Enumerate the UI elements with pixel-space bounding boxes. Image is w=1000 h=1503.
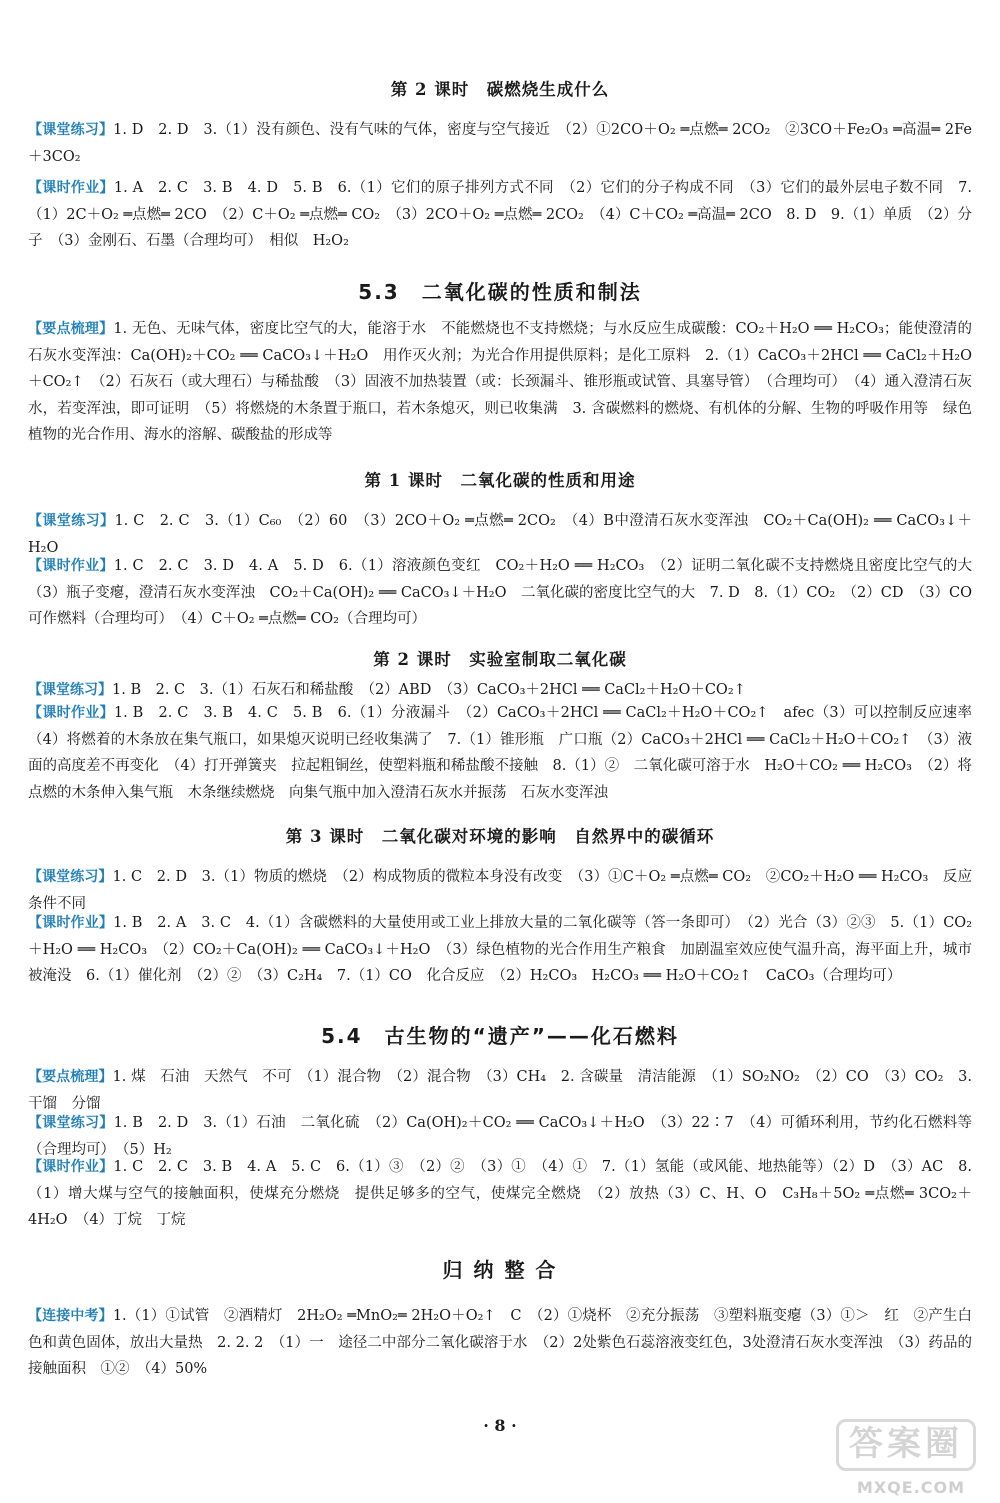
section-tag: 【连接中考】 (28, 1308, 113, 1324)
section-tag: 【课时作业】 (28, 1159, 114, 1175)
section-tag: 【课堂练习】 (28, 513, 115, 529)
answer-text: 1. C 2. C 3.（1）C₆₀ （2）60 （3）2CO＋O₂ ═点燃═ 2CO₂ （4）B中澄清石灰水变浑浊 CO₂＋Ca(OH)₂ ══ CaCO₃↓＋H₂O (28, 513, 973, 556)
answer-text: 1.（1）①试管 ②酒精灯 2H₂O₂ ═MnO₂═ 2H₂O＋O₂↑ C （2）①烧杯 ②充分振荡 ③塑料瓶变瘪（3）①＞ 红 ②产生白色和黄色固体，放出大量热 2. 2. 2 （1）一 途径二中部分二氧化碳溶于水 （2）2处紫色石蕊溶液变红色，3处澄清石灰水变浑浊 （3）药品的接触面积 ①② （4）50% (28, 1308, 973, 1378)
answer-block (28, 316, 972, 449)
section-tag: 【要点梳理】 (28, 1069, 113, 1085)
lesson-title: 第 2 课时 实验室制取二氧化碳 (373, 650, 627, 669)
answer-block (28, 700, 987, 806)
answer-block (28, 175, 972, 255)
answer-text: 1. C 2. C 3. D 4. A 5. D 6.（1）溶液颜色变红 CO₂＋H₂O ══ H₂CO₃ （2）证明二氧化碳不支持燃烧且密度比空气的大 （3）瓶子变瘪，澄清石灰水变浑浊 CO₂＋Ca(OH)₂ ══ CaCO₃↓＋H₂O 二氧化碳的密度比空气的大 7. D 8.（1）CO₂ （2）CD （3）CO可作燃料（合理均可） （4）C＋O₂ ═点燃═ CO₂（合理均可） (28, 558, 987, 628)
answer-paragraph (28, 1154, 972, 1234)
answer-text: 1. A 2. C 3. B 4. D 5. B 6.（1）它们的原子排列方式不同 （2）它们的分子构成不同 （3）它们的最外层电子数不同 7.（1）2C＋O₂ ═点燃═ 2CO （2）C＋O₂ ═点燃═ CO₂ （3）2CO＋O₂ ═点燃═ 2CO₂ （4）C＋CO₂ ═高温═ 2CO 8. D 9.（1）单质 （2）分子 （3）金刚石、石墨（合理均可） 相似 H₂O₂ (28, 180, 973, 250)
answer-paragraph (28, 117, 972, 170)
lesson-title: 第 2 课时 碳燃烧生成什么 (390, 80, 610, 99)
section-tag: 【课时作业】 (28, 915, 114, 931)
answer-paragraph (28, 700, 987, 806)
answer-text: 1. B 2. C 3. B 4. C 5. B 6.（1）分液漏斗 （2）CaCO₃＋2HCl ══ CaCl₂＋H₂O＋CO₂↑ afec（3）可以控制反应速率 （4）将燃着的木条放在集气瓶口，如果熄灭说明已经收集满了 7.（1）锥形瓶 广口瓶（2）CaCO₃＋2HCl ══ CaCl₂＋H₂O＋CO₂↑ （3）液面的高度差不再变化 （4）打开弹簧夹 拉起粗铜丝，使塑料瓶和稀盐酸不接触 8.（1）② 二氧化碳可溶于水 H₂O＋CO₂ ══ H₂CO₃ （2）将点燃的木条伸入集气瓶 木条继续燃烧 向集气瓶中加入澄清石灰水并振荡 石灰水变浑浊 (28, 705, 987, 801)
answer-block (28, 1154, 972, 1234)
answer-text: 1. B 2. A 3. C 4.（1）含碳燃料的大量使用或工业上排放大量的二氧化碳等（答一条即可） （2）光合（3）②③ 5.（1）CO₂＋H₂O ══ H₂CO₃ （2）CO₂＋Ca(OH)₂ ══ CaCO₃↓＋H₂O （3）绿色植物的光合作用生产粮食 加剧温室效应使气温升高，海平面上升，城市被淹没 6.（1）催化剂 （2）② （3）C₂H₄ 7.（1）CO 化合反应 （2）H₂CO₃ H₂CO₃ ══ H₂O＋CO₂↑ CaCO₃（合理均可） (28, 915, 973, 985)
section-tag: 【课时作业】 (28, 180, 114, 196)
watermark-logo (836, 1419, 986, 1497)
answer-text: 1. B 2. C 3.（1）石灰石和稀盐酸 （2）ABD （3）CaCO₃＋2HCl ══ CaCl₂＋H₂O＋CO₂↑ (112, 682, 746, 698)
section-tag: 【课时作业】 (28, 705, 114, 721)
answer-paragraph (28, 1303, 972, 1383)
section-tag: 【课堂练习】 (28, 682, 112, 698)
answer-text: 1. C 2. C 3. B 4. A 5. C 6.（1）③ （2）② （3）① （4）① 7.（1）氢能（或风能、地热能等）（2）D （3）AC 8.（1）增大煤与空气的接触面积，使煤充分燃烧 提供足够多的空气，使煤完全燃烧 （2）放热（3）C、H、O C₃H₈＋5O₂ ═点燃═ 3CO₂＋4H₂O （4）丁烷 丁烷 (28, 1159, 972, 1229)
section-title: 归 纳 整 合 (442, 1258, 558, 1282)
section-tag: 【课堂练习】 (28, 869, 113, 885)
lesson-title: 第 3 课时 二氧化碳对环境的影响 自然界中的碳循环 (285, 827, 715, 846)
answer-paragraph (28, 175, 972, 255)
answer-text: 1. 煤 石油 天然气 不可 （1）混合物 （2）混合物 （3）CH₄ 2. 含碳量 清洁能源 （1）SO₂NO₂ （2）CO （3）CO₂ 3. 干馏 分馏 (28, 1069, 972, 1112)
answer-text: 1. D 2. D 3.（1）没有颜色、没有气味的气体，密度与空气接近 （2）①2CO＋O₂ ═点燃═ 2CO₂ ②3CO＋Fe₂O₃ ═高温═ 2Fe＋3CO₂ (28, 122, 973, 165)
answer-text: 1. C 2. D 3.（1）物质的燃烧 （2）构成物质的微粒本身没有改变 （3）①C＋O₂ ═点燃═ CO₂ ②CO₂＋H₂O ══ H₂CO₃ 反应条件不同 (28, 869, 973, 912)
answer-paragraph (28, 316, 972, 449)
answer-block (28, 1303, 972, 1383)
section-title: 5.3 二氧化碳的性质和制法 (358, 280, 642, 304)
section-tag: 【课时作业】 (28, 558, 114, 574)
answer-text: 1. 无色、无味气体，密度比空气的大，能溶于水 不能燃烧也不支持燃烧；与水反应生成碳酸：CO₂＋H₂O ══ H₂CO₃；能使澄清的石灰水变浑浊：Ca(OH)₂＋CO₂ ══ CaCO₃↓＋H₂O 用作灭火剂；为光合作用提供原料；是化工原料 2.（1）CaCO₃＋2HCl ══ CaCl₂＋H₂O＋CO₂↑ （2）石灰石（或大理石）与稀盐酸 （3）固液不加热装置（或：长颈漏斗、锥形瓶或试管、具塞导管） （合理均可） （4）通入澄清石灰水，若变浑浊，即可证明 （5）将燃烧的木条置于瓶口，若木条熄灭，则已收集满 3. 含碳燃料的燃烧、有机体的分解、生物的呼吸作用等 绿色植物的光合作用、海水的溶解、碳酸盐的形成等 (28, 321, 973, 444)
answer-block (28, 553, 987, 633)
answer-block (28, 117, 972, 170)
answer-text: 1. B 2. D 3.（1）石油 二氧化硫 （2）Ca(OH)₂＋CO₂ ══ CaCO₃↓＋H₂O （3）22∶7 （4）可循环利用，节约化石燃料等（合理均可） （5）H₂ (28, 1115, 972, 1158)
section-tag: 【课堂练习】 (28, 122, 114, 138)
section-tag: 【课堂练习】 (28, 1115, 114, 1131)
answer-paragraph (28, 910, 972, 990)
watermark-title: 答案圈 (836, 1419, 976, 1471)
section-tag: 【要点梳理】 (28, 321, 114, 337)
section-title: 5.4 古生物的“遗产”——化石燃料 (321, 1024, 679, 1048)
page-number: · 8 · (483, 1416, 517, 1435)
lesson-title: 第 1 课时 二氧化碳的性质和用途 (364, 471, 636, 490)
answer-block (28, 910, 972, 990)
watermark-url: MXQE.COM (856, 1478, 966, 1497)
answer-paragraph (28, 553, 987, 633)
